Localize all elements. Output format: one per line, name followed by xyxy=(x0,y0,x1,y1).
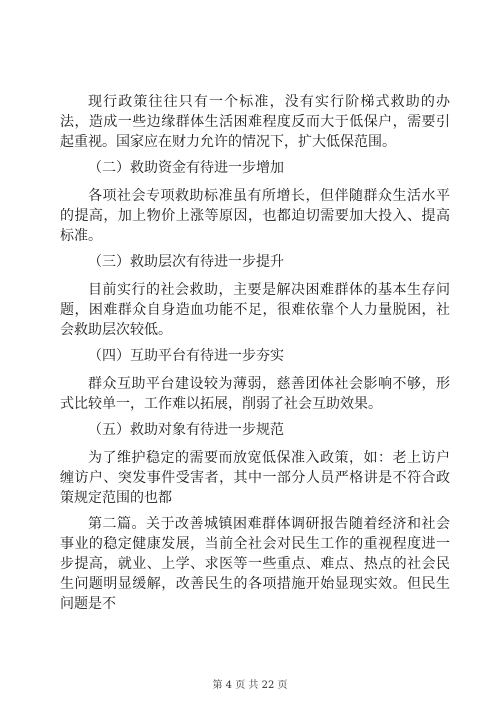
page-footer: 第 4 页 共 22 页 xyxy=(212,680,288,691)
paragraph-funds: 各项社会专项救助标准虽有所增长，但伴随群众生活水平的提高，加上物价上涨等原因，也都迫切需要加大投入、提高标准。 xyxy=(60,188,450,244)
heading-level: （三）救助层次有待进一步提升 xyxy=(88,254,284,270)
paragraph-recipients: 为了维护稳定的需要而放宽低保准入政策，如：老上访户缠访户、突发事件受害者，其中一部分人员严格讲是不符合政策规定范围的也都 xyxy=(60,450,450,506)
document-body xyxy=(60,92,450,620)
paragraph-level: 目前实行的社会救助，主要是解决困难群体的基本生存问题，困难群众自身造血功能不足，很难依靠个人力量脱困，社会救助层次较低。 xyxy=(60,282,450,338)
paragraph-platform: 群众互助平台建设较为薄弱，慈善团体社会影响不够，形式比较单一，工作难以拓展，削弱了社会互助效果。 xyxy=(60,376,450,412)
paragraph-second-article: 第二篇。关于改善城镇困难群体调研报告随着经济和社会事业的稳定健康发展，当前全社会对民生工作的重视程度进一步提高，就业、上学、求医等一些重点、难点、热点的社会民生问题明显缓解，改善民生的各项措施开始显现实效。但民生问题是不 xyxy=(60,516,450,612)
heading-recipients: （五）救助对象有待进一步规范 xyxy=(88,422,284,438)
heading-funds: （二）救助资金有待进一步增加 xyxy=(88,160,284,176)
heading-platform: （四）互助平台有待进一步夯实 xyxy=(88,348,284,364)
paragraph-policy-standard: 现行政策往往只有一个标准，没有实行阶梯式救助的办法，造成一些边缘群体生活困难程度反而大于低保户，需要引起重视。国家应在财力允许的情况下，扩大低保范围。 xyxy=(60,94,450,150)
